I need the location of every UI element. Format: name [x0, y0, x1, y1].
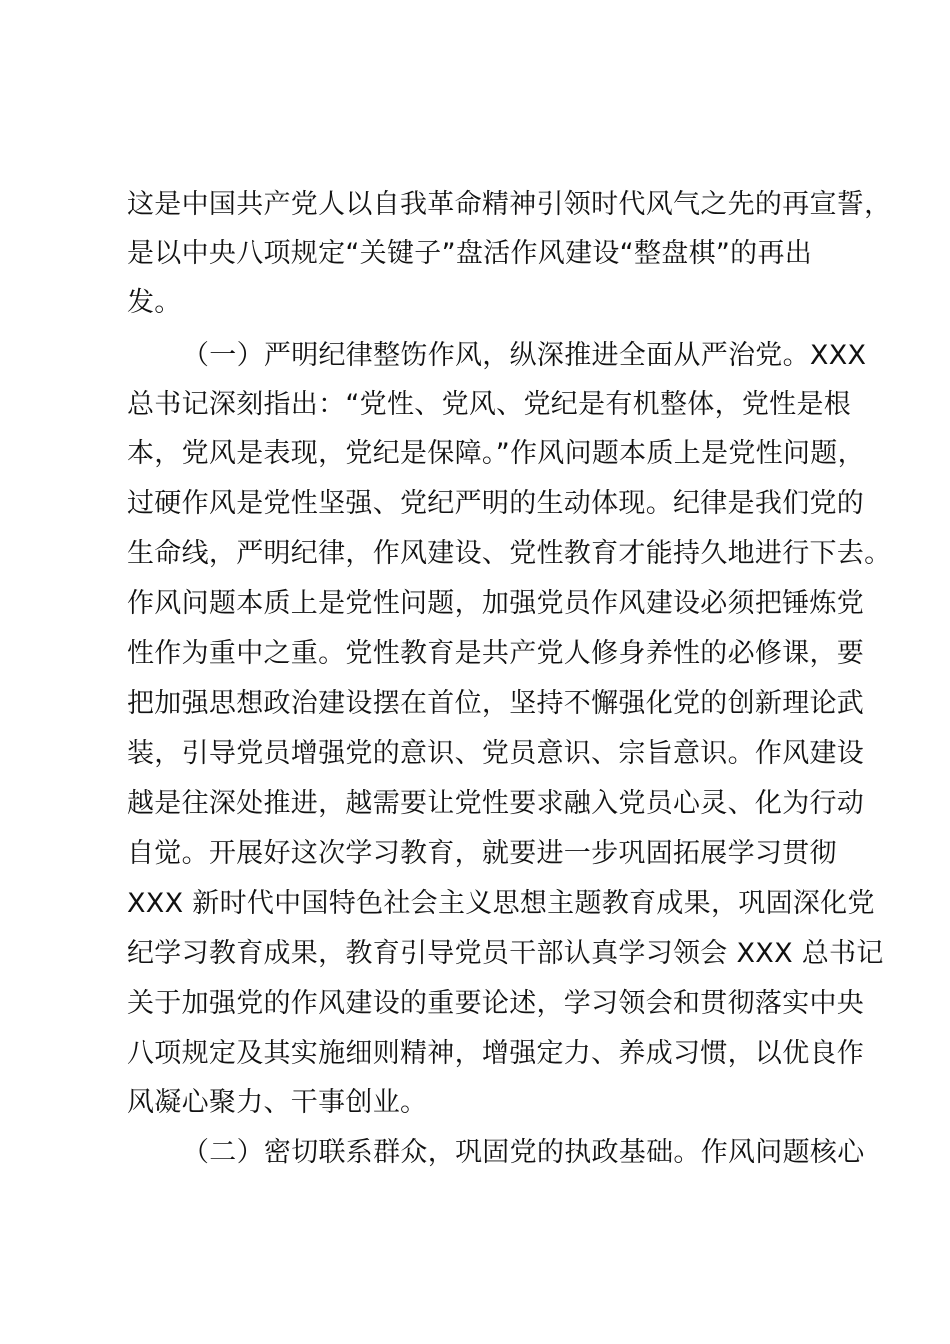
paragraph-heading-1: （一）严明纪律整饬作风，纵深推进全面从严治党。XXX — [182, 340, 867, 371]
text-line: 风凝心聚力、干事创业。 — [127, 1087, 428, 1118]
paragraph-heading-2: （二）密切联系群众，巩固党的执政基础。作风问题核心 — [182, 1137, 865, 1168]
text-line: 自觉。开展好这次学习教育，就要进一步巩固拓展学习贯彻 — [127, 838, 837, 869]
text-line: XXX 新时代中国特色社会主义思想主题教育成果，巩固深化党 — [127, 888, 875, 919]
text-line: 越是往深处推进，越需要让党性要求融入党员心灵、化为行动 — [127, 788, 865, 819]
text-line: 生命线，严明纪律，作风建设、党性教育才能持久地进行下去。 — [127, 538, 892, 569]
text-line: 过硬作风是党性坚强、党纪严明的生动体现。纪律是我们党的 — [127, 488, 865, 519]
text-line: 关于加强党的作风建设的重要论述，学习领会和贯彻落实中央 — [127, 988, 865, 1019]
text-line: 本，党风是表现，党纪是保障。”作风问题本质上是党性问题， — [127, 438, 865, 469]
text-line: 把加强思想政治建设摆在首位，坚持不懈强化党的创新理论武 — [127, 688, 865, 719]
text-line: 是以中央八项规定“关键子”盘活作风建设“整盘棋”的再出 — [127, 238, 813, 269]
text-line: 这是中国共产党人以自我革命精神引领时代风气之先的再宣誓， — [127, 189, 892, 220]
text-line: 发。 — [127, 287, 182, 318]
text-line: 总书记深刻指出：“党性、党风、党纪是有机整体，党性是根 — [127, 389, 852, 420]
text-line: 性作为重中之重。党性教育是共产党人修身养性的必修课，要 — [127, 638, 865, 669]
text-line: 八项规定及其实施细则精神，增强定力、养成习惯，以优良作 — [127, 1038, 865, 1069]
text-line: 装，引导党员增强党的意识、党员意识、宗旨意识。作风建设 — [127, 738, 865, 769]
text-line: 纪学习教育成果，教育引导党员干部认真学习领会 XXX 总书记 — [127, 938, 884, 969]
text-line: 作风问题本质上是党性问题，加强党员作风建设必须把锤炼党 — [127, 588, 865, 619]
